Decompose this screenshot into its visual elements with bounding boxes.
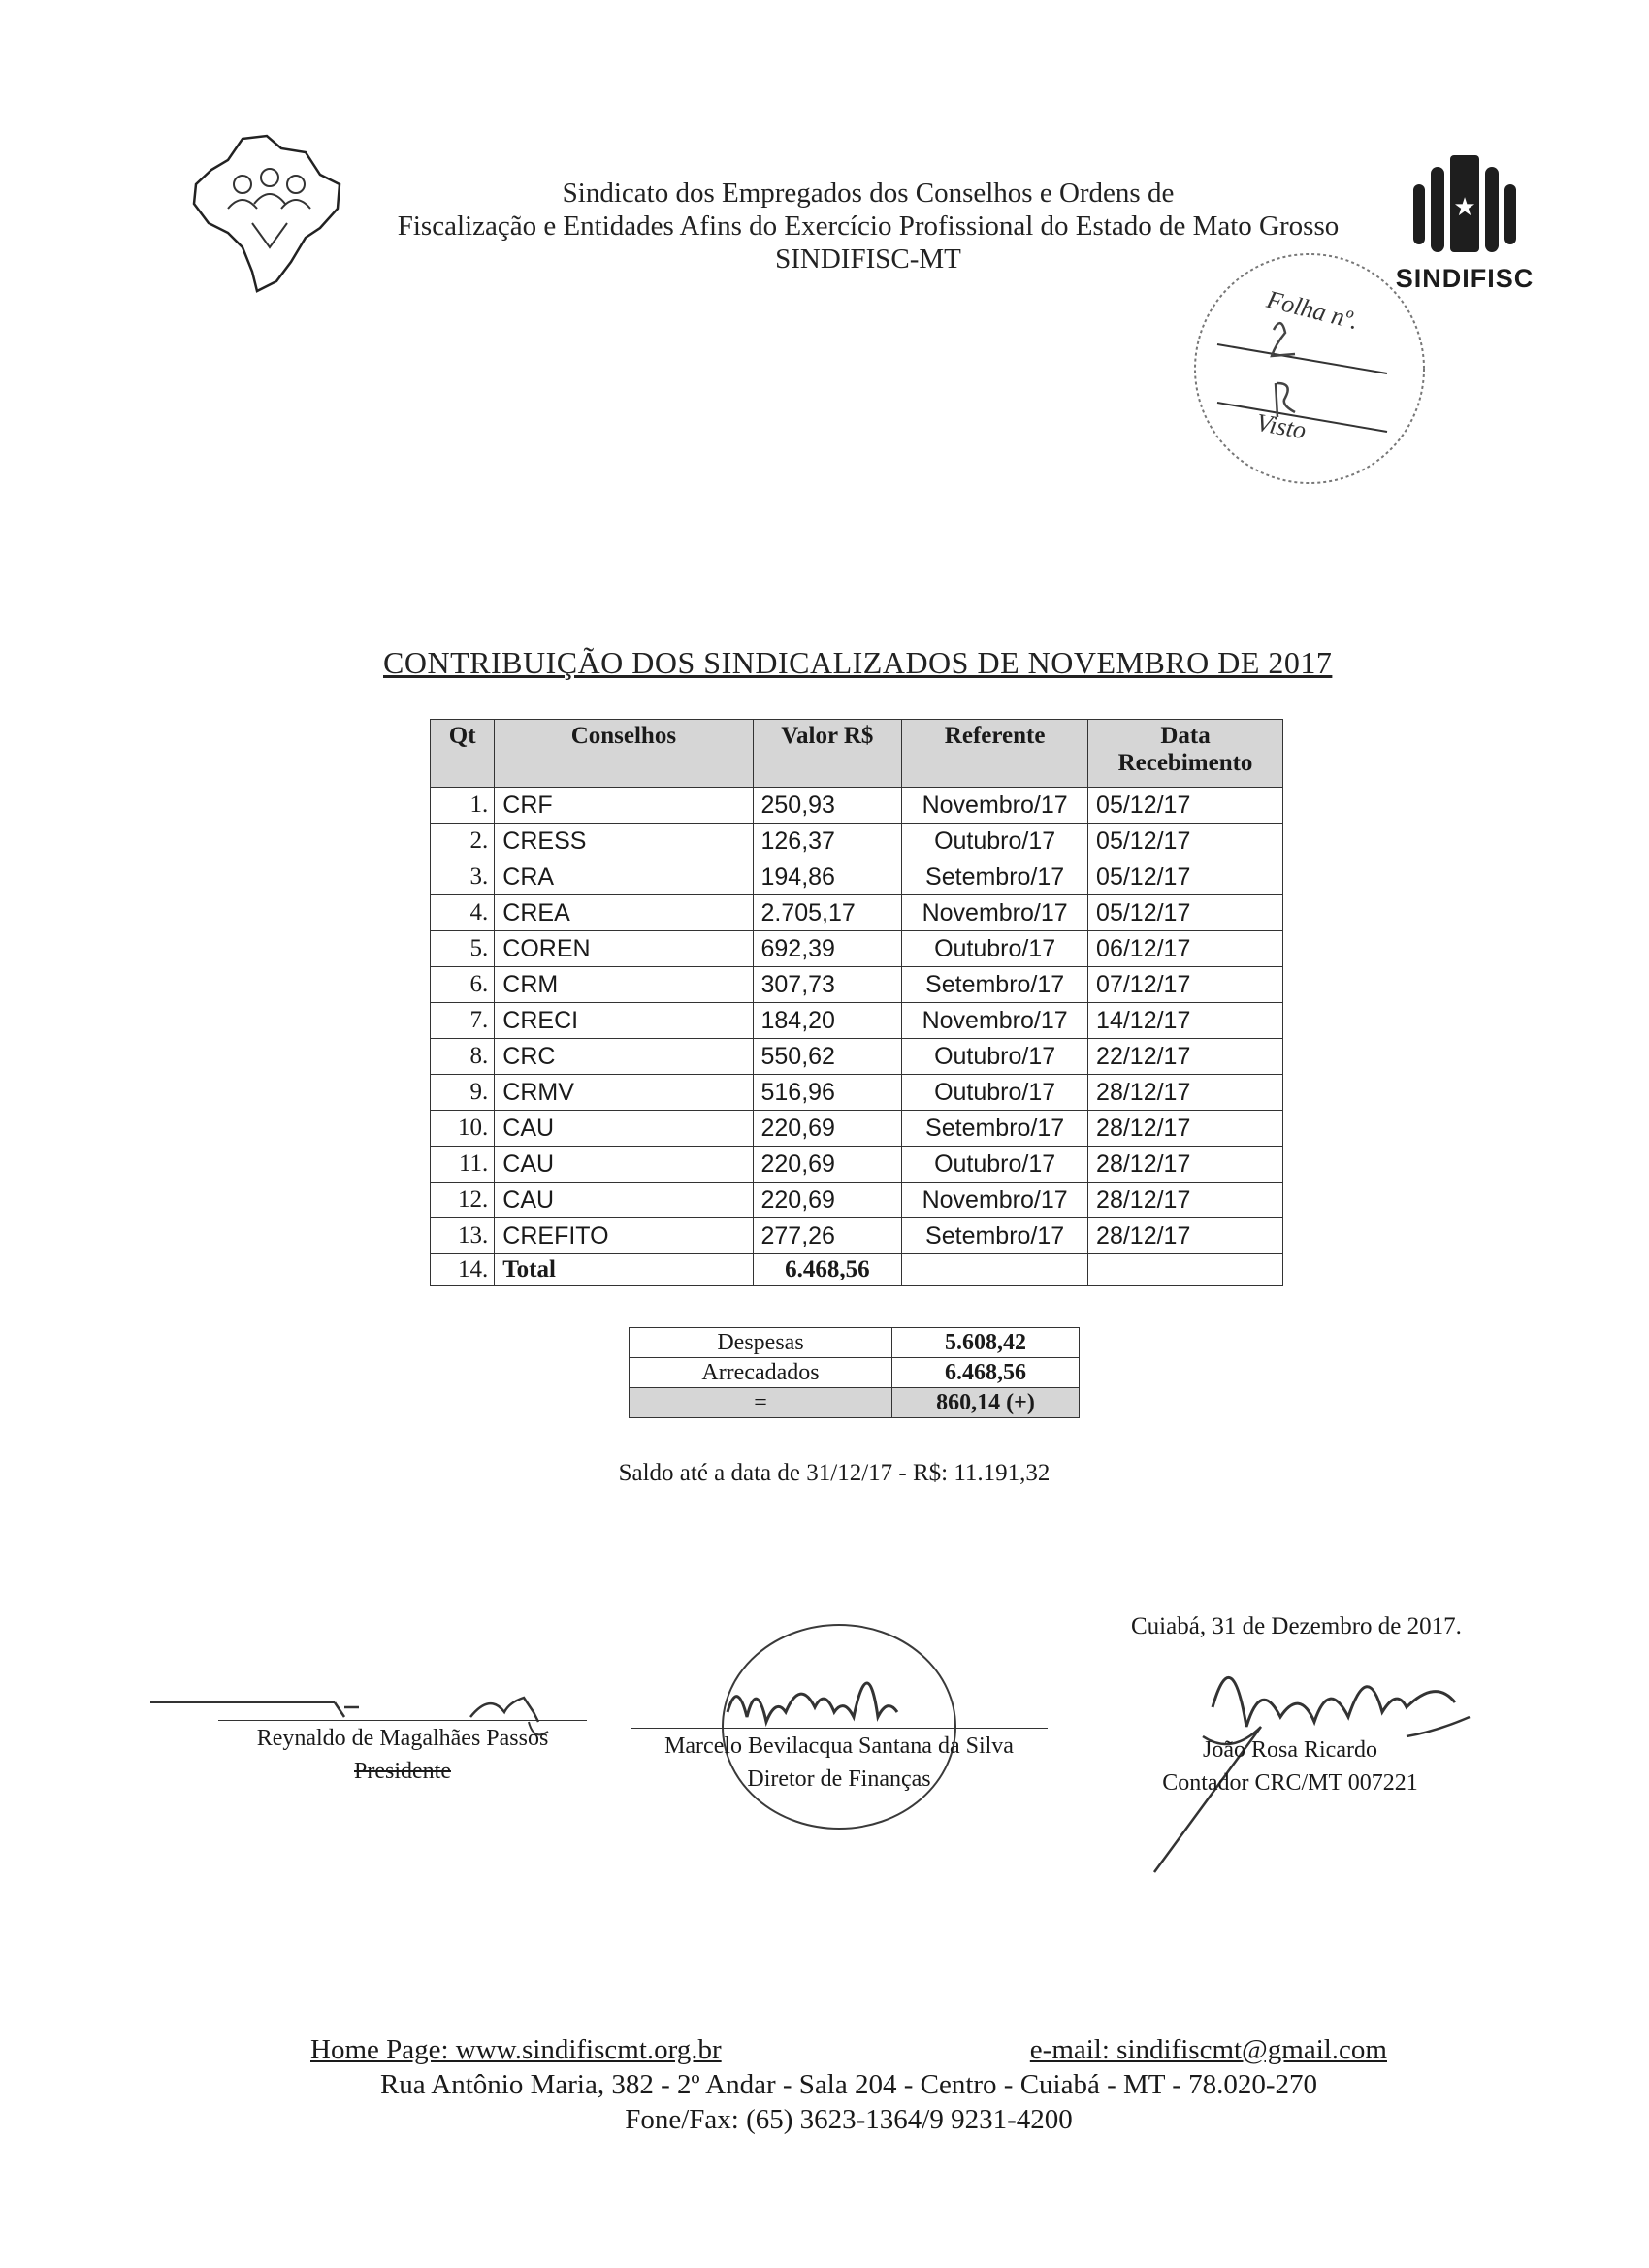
table-row xyxy=(431,931,1283,967)
table-row xyxy=(431,895,1283,931)
table-row xyxy=(431,1003,1283,1039)
row-data: 05/12/17 xyxy=(1088,895,1283,931)
footer-address: Rua Antônio Maria, 382 - 2º Andar - Sala 204 - Centro - Cuiabá - MT - 78.020-270 xyxy=(379,2069,1318,2100)
row-conselho: CAU xyxy=(495,1111,753,1147)
table-row xyxy=(431,824,1283,859)
row-referente: Outubro/17 xyxy=(902,1147,1088,1183)
header-qt: Qt xyxy=(431,720,495,788)
header-conselhos: Conselhos xyxy=(495,720,753,788)
row-conselho: CRC xyxy=(495,1039,753,1075)
row-qt: 7. xyxy=(431,1003,495,1039)
row-valor: 2.705,17 xyxy=(753,895,902,931)
row-data: 05/12/17 xyxy=(1088,788,1283,824)
table-row xyxy=(431,788,1283,824)
summary-table xyxy=(629,1327,1080,1418)
row-referente: Setembro/17 xyxy=(902,967,1088,1003)
signatory-1 xyxy=(209,1722,597,1788)
signatory-3-name: João Rosa Ricardo xyxy=(1203,1737,1377,1763)
row-qt: 6. xyxy=(431,967,495,1003)
signatory-3-role: Contador CRC/MT 007221 xyxy=(1162,1770,1418,1796)
row-conselho: CRMV xyxy=(495,1075,753,1111)
header-data-line2: Recebimento xyxy=(1117,750,1253,776)
table-row xyxy=(431,1147,1283,1183)
signature-line-1 xyxy=(218,1720,587,1721)
despesas-value: 5.608,42 xyxy=(892,1328,1080,1358)
stamp-folha-label: Folha nº. xyxy=(1264,284,1362,336)
row-valor: 126,37 xyxy=(753,824,902,859)
row-conselho: CAU xyxy=(495,1147,753,1183)
table-header-row xyxy=(431,720,1283,788)
row-data: 28/12/17 xyxy=(1088,1111,1283,1147)
homepage-link[interactable]: Home Page: www.sindifiscmt.org.br xyxy=(310,2034,722,2065)
row-qt: 1. xyxy=(431,788,495,824)
brazil-map-logo xyxy=(184,131,349,296)
arrecadados-label: Arrecadados xyxy=(630,1358,892,1388)
row-referente: Setembro/17 xyxy=(902,1218,1088,1254)
row-conselho: COREN xyxy=(495,931,753,967)
row-conselho: CAU xyxy=(495,1183,753,1218)
header-data-line1: Data xyxy=(1160,723,1211,749)
row-conselho: CRF xyxy=(495,788,753,824)
total-label: Total xyxy=(495,1254,753,1286)
row-data: 05/12/17 xyxy=(1088,824,1283,859)
header-valor: Valor R$ xyxy=(753,720,902,788)
row-conselho: CRM xyxy=(495,967,753,1003)
signatory-1-role: Presidente xyxy=(354,1759,451,1784)
table-row xyxy=(431,1075,1283,1111)
row-valor: 516,96 xyxy=(753,1075,902,1111)
table-row xyxy=(431,859,1283,895)
row-valor: 307,73 xyxy=(753,967,902,1003)
row-data: 28/12/17 xyxy=(1088,1183,1283,1218)
org-line-1: Sindicato dos Empregados dos Conselhos e Ordens de xyxy=(562,178,1175,209)
signatory-3 xyxy=(1116,1733,1465,1799)
signatory-2 xyxy=(630,1730,1048,1796)
stamp-visto-label: Visto xyxy=(1253,407,1309,445)
row-referente: Novembro/17 xyxy=(902,895,1088,931)
row-referente: Setembro/17 xyxy=(902,1111,1088,1147)
saldo-text: Saldo até a data de 31/12/17 - R$: 11.191,32 xyxy=(618,1460,1051,1486)
signatory-1-name: Reynaldo de Magalhães Passos xyxy=(256,1726,549,1751)
total-row xyxy=(431,1254,1283,1286)
row-valor: 692,39 xyxy=(753,931,902,967)
signature-line-2 xyxy=(630,1728,1048,1729)
document-title: CONTRIBUIÇÃO DOS SINDICALIZADOS DE NOVEMBRO DE 2017 xyxy=(383,645,1333,680)
row-valor: 250,93 xyxy=(753,788,902,824)
org-line-3: SINDIFISC-MT xyxy=(775,243,961,275)
total-valor: 6.468,56 xyxy=(753,1254,902,1286)
table-row xyxy=(431,1111,1283,1147)
row-referente: Novembro/17 xyxy=(902,1183,1088,1218)
arrecadados-value: 6.468,56 xyxy=(892,1358,1080,1388)
row-qt: 3. xyxy=(431,859,495,895)
row-data: 07/12/17 xyxy=(1088,967,1283,1003)
row-referente: Outubro/17 xyxy=(902,931,1088,967)
brand-name: SINDIFISC xyxy=(1395,264,1535,293)
row-qt: 13. xyxy=(431,1218,495,1254)
row-conselho: CRESS xyxy=(495,824,753,859)
footer-phone: Fone/Fax: (65) 3623-1364/9 9231-4200 xyxy=(625,2104,1073,2135)
summary-arrecadados-row xyxy=(630,1358,1080,1388)
contributions-table xyxy=(430,719,1283,1286)
header-referente: Referente xyxy=(902,720,1088,788)
result-value: 860,14 (+) xyxy=(892,1388,1080,1418)
org-line-2: Fiscalização e Entidades Afins do Exercício Profissional do Estado de Mato Grosso xyxy=(397,211,1340,242)
table-row xyxy=(431,967,1283,1003)
row-qt: 9. xyxy=(431,1075,495,1111)
row-valor: 194,86 xyxy=(753,859,902,895)
row-conselho: CREFITO xyxy=(495,1218,753,1254)
row-data: 06/12/17 xyxy=(1088,931,1283,967)
table-body xyxy=(431,788,1283,1254)
row-referente: Outubro/17 xyxy=(902,1075,1088,1111)
despesas-label: Despesas xyxy=(630,1328,892,1358)
row-data: 28/12/17 xyxy=(1088,1075,1283,1111)
row-referente: Outubro/17 xyxy=(902,1039,1088,1075)
result-label: = xyxy=(630,1388,892,1418)
row-conselho: CRECI xyxy=(495,1003,753,1039)
email-link[interactable]: e-mail: sindifiscmt@gmail.com xyxy=(1029,2034,1387,2065)
footer-contacts xyxy=(310,2032,1387,2067)
row-data: 28/12/17 xyxy=(1088,1218,1283,1254)
row-referente: Outubro/17 xyxy=(902,824,1088,859)
signatory-2-role: Diretor de Finanças xyxy=(747,1766,931,1792)
folha-stamp xyxy=(1188,247,1431,490)
row-qt: 12. xyxy=(431,1183,495,1218)
summary-despesas-row xyxy=(630,1328,1080,1358)
row-conselho: CRA xyxy=(495,859,753,895)
row-referente: Novembro/17 xyxy=(902,788,1088,824)
table-row xyxy=(431,1039,1283,1075)
row-referente: Setembro/17 xyxy=(902,859,1088,895)
row-data: 22/12/17 xyxy=(1088,1039,1283,1075)
row-qt: 4. xyxy=(431,895,495,931)
summary-result-row xyxy=(630,1388,1080,1418)
table-row xyxy=(431,1183,1283,1218)
row-valor: 220,69 xyxy=(753,1111,902,1147)
row-referente: Novembro/17 xyxy=(902,1003,1088,1039)
table-row xyxy=(431,1218,1283,1254)
total-qt: 14. xyxy=(431,1254,495,1286)
row-conselho: CREA xyxy=(495,895,753,931)
svg-text:★: ★ xyxy=(1453,193,1476,222)
signatory-2-name: Marcelo Bevilacqua Santana da Silva xyxy=(664,1733,1014,1759)
handwritten-number xyxy=(1272,323,1295,356)
row-qt: 11. xyxy=(431,1147,495,1183)
row-data: 28/12/17 xyxy=(1088,1147,1283,1183)
row-qt: 8. xyxy=(431,1039,495,1075)
document-date: Cuiabá, 31 de Dezembro de 2017. xyxy=(1131,1613,1462,1639)
total-empty-data xyxy=(1088,1254,1283,1286)
footer xyxy=(310,2032,1387,2137)
row-qt: 5. xyxy=(431,931,495,967)
row-valor: 184,20 xyxy=(753,1003,902,1039)
row-valor: 220,69 xyxy=(753,1183,902,1218)
row-data: 05/12/17 xyxy=(1088,859,1283,895)
row-data: 14/12/17 xyxy=(1088,1003,1283,1039)
row-valor: 277,26 xyxy=(753,1218,902,1254)
row-qt: 10. xyxy=(431,1111,495,1147)
row-valor: 550,62 xyxy=(753,1039,902,1075)
total-empty-referente xyxy=(902,1254,1088,1286)
row-qt: 2. xyxy=(431,824,495,859)
row-valor: 220,69 xyxy=(753,1147,902,1183)
sindifisc-emblem-icon xyxy=(1392,146,1537,262)
header-data xyxy=(1088,720,1283,788)
